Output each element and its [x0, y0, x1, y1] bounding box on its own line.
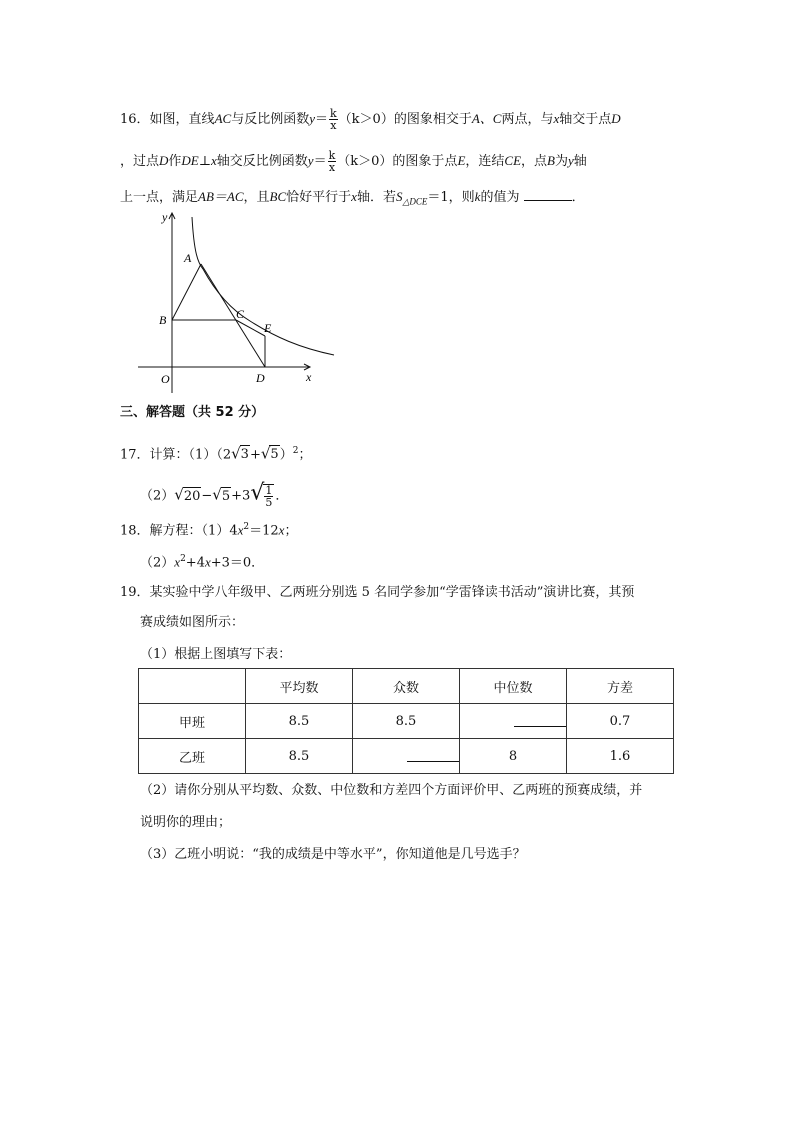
- text: 轴．若: [356, 190, 396, 205]
- math-expression: AB＝AC: [198, 189, 244, 204]
- q18-line-1: [120, 518, 297, 540]
- table-cell: 1.6: [567, 739, 674, 774]
- radical-icon: √: [231, 444, 241, 463]
- table-cell: 8: [460, 739, 567, 774]
- label-a: A: [184, 251, 192, 265]
- answer-blank[interactable]: [524, 188, 572, 201]
- label-x: x: [306, 370, 312, 384]
- text: （2）: [140, 488, 175, 504]
- math-var: E: [457, 153, 466, 168]
- hyperbola-curve: [192, 217, 334, 355]
- text: ．: [275, 488, 289, 504]
- math-var: x: [211, 153, 217, 168]
- q16-graph: [130, 205, 350, 395]
- text: 两点，与: [501, 112, 554, 127]
- table-header-cell: 众数: [353, 669, 460, 704]
- text: ，点: [521, 154, 548, 169]
- exponent: 2: [292, 446, 299, 456]
- segment-ad: [201, 264, 265, 367]
- table-row: [139, 739, 674, 774]
- text: ⊥: [198, 154, 211, 169]
- label-b: B: [159, 313, 167, 327]
- q17-line-1: [120, 442, 311, 464]
- q16-line-1: [120, 108, 621, 131]
- text: ）: [279, 447, 293, 463]
- radicand: 3: [240, 447, 249, 463]
- text: 与反比例函数: [231, 112, 310, 127]
- fraction-one-fifth: [263, 484, 274, 508]
- exponent: 2: [243, 522, 250, 532]
- label-e: E: [264, 321, 272, 335]
- text: ；: [284, 523, 298, 539]
- math-var: x: [237, 522, 244, 538]
- text: 轴交于点: [559, 112, 612, 127]
- table-row: [139, 704, 674, 739]
- q19-line-4: （2）请你分别从平均数、众数、中位数和方差四个方面评价甲、乙两班的预赛成绩，并: [140, 783, 643, 798]
- text: ＝1，则: [427, 190, 475, 205]
- math-var: x: [174, 554, 181, 570]
- radical-icon: √: [174, 485, 184, 504]
- label-d: D: [256, 371, 265, 385]
- q19-line-1: 19．某实验中学八年级甲、乙两班分别选 5 名同学参加“学雷锋读书活动”演讲比赛，其预: [120, 585, 635, 600]
- math-var: x: [278, 522, 285, 538]
- math-var: A、C: [471, 111, 502, 126]
- label-o: O: [161, 372, 170, 386]
- label-y: y: [162, 210, 168, 224]
- text: 如图，直线: [149, 112, 215, 127]
- condition: （k＞0）: [338, 112, 394, 127]
- radicand: 20: [183, 488, 201, 504]
- text: 恰好平行于: [286, 190, 352, 205]
- fraction-numerator: 1: [265, 484, 273, 497]
- condition: （k＞0）: [337, 154, 393, 169]
- math-var: k: [474, 189, 481, 204]
- text: 为: [555, 154, 569, 169]
- math-var: y: [307, 153, 314, 168]
- text: +3: [231, 488, 251, 504]
- text: 的图象相交于: [393, 112, 472, 127]
- math-var: S: [395, 189, 403, 204]
- table-cell: 甲班: [139, 704, 246, 739]
- fraction-denominator: x: [330, 119, 337, 132]
- text: （2）: [140, 555, 175, 571]
- q17-line-2: [140, 480, 289, 509]
- table-cell: 8.5: [246, 739, 353, 774]
- text: −: [201, 488, 213, 504]
- text: ＝12: [249, 523, 279, 539]
- radicand: 5: [270, 447, 279, 463]
- math-var: x: [553, 111, 560, 126]
- table-cell: 乙班: [139, 739, 246, 774]
- segment-ab: [172, 264, 201, 320]
- math-var: AC: [214, 111, 232, 126]
- table-header-cell: 中位数: [460, 669, 567, 704]
- math-var: x: [351, 189, 357, 204]
- text: 的图象于点: [392, 154, 458, 169]
- q19-line-2: 赛成绩如图所示：: [140, 615, 245, 630]
- subscript: △DCE: [402, 196, 428, 207]
- text: ＝: [313, 154, 327, 169]
- text: ＝: [314, 112, 328, 127]
- q16-line-2: [120, 150, 587, 173]
- math-var: CE: [504, 153, 522, 168]
- table-header-cell: 平均数: [246, 669, 353, 704]
- math-var: y: [568, 153, 574, 168]
- q18-line-2: [140, 550, 264, 572]
- answer-blank[interactable]: [407, 747, 459, 762]
- math-var: x: [204, 554, 211, 570]
- q19-line-3: （1）根据上图填写下表：: [140, 647, 292, 662]
- fraction-k-over-x: [329, 108, 338, 131]
- text: 的值为: [480, 190, 520, 205]
- text: +: [249, 447, 261, 463]
- fraction-k-over-x: [328, 150, 337, 173]
- table-cell: 0.7: [567, 704, 674, 739]
- stats-table: [138, 668, 674, 774]
- radical-icon: √: [212, 485, 222, 504]
- table-header-cell: 方差: [567, 669, 674, 704]
- text: +4: [185, 555, 205, 571]
- fraction-denominator: 5: [265, 496, 273, 509]
- q19-line-5: 说明你的理由；: [140, 815, 232, 830]
- text: ，连结: [465, 154, 505, 169]
- text: 轴: [573, 154, 587, 169]
- text: ，过点: [120, 154, 160, 169]
- text: 18．解方程：（1）4: [120, 523, 238, 539]
- text: 作: [168, 154, 182, 169]
- table-cell: [460, 704, 567, 739]
- table-cell: 8.5: [246, 704, 353, 739]
- math-var: y: [309, 111, 315, 126]
- math-var: D: [611, 111, 621, 126]
- exponent: 2: [180, 554, 186, 564]
- text: ；: [298, 447, 312, 463]
- math-var: DE: [181, 153, 199, 168]
- fraction-denominator: x: [328, 161, 336, 174]
- text: 17．计算：（1）（2: [120, 447, 232, 463]
- text: +3＝0．: [210, 555, 265, 571]
- table-header-cell: [139, 669, 246, 704]
- text: ，且: [243, 190, 270, 205]
- answer-blank[interactable]: [514, 712, 566, 727]
- text: 轴交反比例函数: [216, 154, 308, 169]
- section-heading: 三、解答题（共 52 分）: [120, 405, 265, 420]
- table-cell: [353, 739, 460, 774]
- radical-icon: √: [260, 444, 271, 463]
- radicand: 5: [221, 488, 231, 504]
- question-number: 16．: [120, 112, 150, 127]
- fraction-numerator: k: [328, 149, 336, 162]
- label-c: C: [236, 307, 245, 321]
- math-var: D: [159, 153, 169, 168]
- q19-line-6: （3）乙班小明说：“我的成绩是中等水平”，你知道他是几号选手？: [140, 847, 526, 862]
- table-cell: 8.5: [353, 704, 460, 739]
- fraction-numerator: k: [330, 107, 337, 120]
- table-header-row: [139, 669, 674, 704]
- text: 上一点，满足: [120, 190, 199, 205]
- radical-icon: √: [250, 480, 265, 506]
- math-var: BC: [269, 189, 287, 204]
- math-var: B: [547, 153, 555, 168]
- text: ．: [571, 190, 585, 205]
